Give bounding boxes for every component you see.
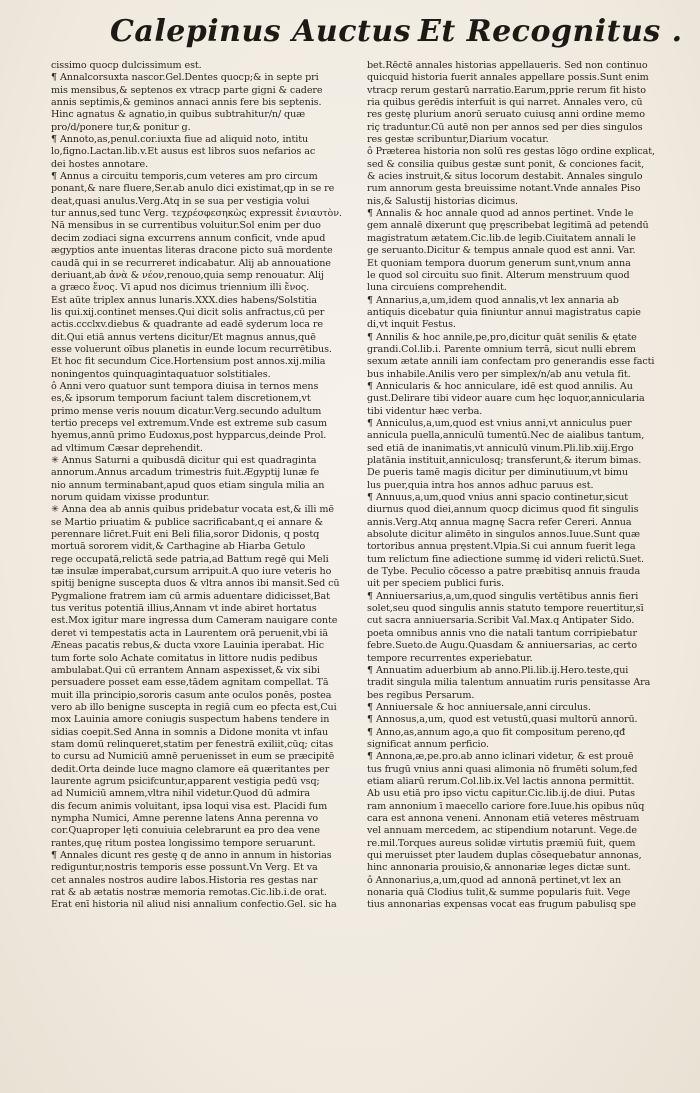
- text-line: lis qui.xij.continet menses.Qui dicit solis anfractus,cū per: [51, 306, 325, 318]
- text-line: esse voluerunt oībus planetis in eunde locum recurrētibus.: [51, 343, 332, 355]
- text-line: gust.Delirare tibi videor auare cum hęc loquor,annicularia: [367, 393, 645, 405]
- text-line: vel annuam mercedem, ac stipendium notarunt. Vege.de: [367, 825, 637, 837]
- text-line: vero ab illo benigne suscepta in regiā cum eo pfecta est,Cui: [51, 701, 337, 713]
- text-line: sexum ætate annili iam confectam pro generandis esse facti: [367, 356, 655, 368]
- text-line: & acies instruit,& situs locorum destabit. Annales singulo: [367, 171, 643, 183]
- text-line: ad Numiciū amnem,vltra nihil videtur.Quod dū admira: [51, 788, 310, 800]
- text-line: tæ insulæ imperabat,cursum arripuit.A quo iure veteris ho: [51, 566, 332, 578]
- text-line: dit.Qui etiā annus vertens dicitur/Et magnus annus,quē: [51, 331, 316, 343]
- text-line: Æneas pacatis rebus,& ducta vxore Lauinia iperabat. Hic: [51, 640, 325, 652]
- text-line: sed etiā de inanimatis,vt anniculū vinum.Pli.lib.xiij.Ergo: [367, 442, 634, 454]
- text-line: res gestæ scribuntur,Diarium vocatur.: [367, 134, 549, 146]
- text-line: est.Mox igitur mare ingressa dum Cameram nauigare conte: [51, 615, 338, 627]
- text-line: tius annonarias expensas vocat eas frugum pabulisq spe: [367, 899, 636, 911]
- text-line: ¶ Annalis & hoc annale quod ad annos pertinet. Vnde le: [367, 208, 634, 220]
- text-line: sidias coepit.Sed Anna in somnis a Didone monita vt infau: [51, 726, 329, 738]
- text-line: decim zodiaci signa excurrens annum conficit, vnde apud: [51, 232, 326, 244]
- text-column-right: [367, 60, 679, 912]
- text-line: re.mil.Torques aureus solidæ virtutis præmiū fuit, quem: [367, 837, 636, 849]
- text-line: tum relictum fine adiectione summę id videri relictū.Suet.: [367, 553, 644, 565]
- text-line: hinc annonaria prouisio,& annonariæ leges dictæ sunt.: [367, 862, 631, 874]
- text-line: annis.Verg.Atq annua magnę Sacra refer Cereri. Annua: [367, 516, 632, 528]
- running-header: [0, 14, 700, 66]
- text-line: nis,& Salustij historias dicimus.: [367, 195, 518, 207]
- text-line: antiquis dicebatur quia finiuntur annui magistratus capie: [367, 306, 641, 318]
- text-column-left: [51, 60, 363, 912]
- text-line: ¶ Annuus,a,um,quod vnius anni spacio continetur,sicut: [367, 492, 629, 504]
- text-line: absolute dicitur alimēto in singulos annos.Iuue.Sunt quæ: [367, 529, 640, 541]
- text-line: rege occupatā,relictā sede patria,ad Battum regē qui Meli: [51, 553, 329, 565]
- text-line: annicula puella,anniculū tumentū.Nec de aialibus tantum,: [367, 430, 645, 442]
- text-line: ram annonium ī maecello cariore fore.Iuue.his opibus nūq: [367, 800, 645, 812]
- text-line: cut sacra anniuersaria.Scribit Val.Max.q Antipater Sido.: [367, 615, 635, 627]
- text-line: ambulabat.Qui cū errantem Annam aspexisset,& vix sibi: [51, 664, 320, 676]
- text-line: lus puer,quia intra hos annos adhuc paruus est.: [367, 479, 594, 491]
- text-line: ¶ Annona,æ,pe.pro.ab anno iclinari videtur, & est prouē: [367, 751, 634, 763]
- text-line: rediguntur,nostris temporis esse possunt.Vn Verg. Et va: [51, 862, 318, 874]
- text-line: se Martio priuatim & publice sacrificabant,q ei annare &: [51, 516, 323, 528]
- text-line: rat & ab ætatis nostræ memoria remotas.Cic.lib.i.de orat.: [51, 887, 327, 899]
- text-line: Ab usu etiā pro ipso victu capitur.Cic.lib.ij.de diui. Putas: [367, 788, 636, 800]
- text-line: ¶ Annosus,a,um, quod est vetustū,quasi multorū annorū.: [367, 714, 638, 726]
- text-line: solet,seu quod singulis annis statuto tempore reuertitur,sī: [367, 603, 644, 615]
- text-line: Et quoniam tempora duorum generum sunt,vnum anna: [367, 257, 631, 269]
- text-line: riç traduntur.Cū autē non per annos sed per dies singulos: [367, 121, 643, 133]
- text-line: lo,figno.Lactan.lib.v.Et ausus est libros suos nefarios ac: [51, 146, 316, 158]
- text-line: dedit.Orta deinde luce magno clamore eā quæritantes per: [51, 763, 330, 775]
- text-line: ô Anni vero quatuor sunt tempora diuisa in ternos mens: [51, 380, 319, 392]
- text-line: mox Lauinia amore coniugis suspectum habens tendere in: [51, 714, 330, 726]
- text-line: luna circuiens comprehendit.: [367, 282, 507, 294]
- text-line: ✳ Anna dea ab annis quibus pridebatur vocata est,& illi mē: [51, 504, 334, 516]
- text-line: bes regibus Persarum.: [367, 689, 475, 701]
- text-line: ¶ Annoto,as,penul.cor.iuxta fiue ad aliquid noto, intitu: [51, 134, 309, 146]
- text-line: ¶ Annarius,a,um,idem quod annalis,vt lex annaria ab: [367, 294, 619, 306]
- text-line: primo mense veris nouum dicatur.Verg.secundo adultum: [51, 405, 322, 417]
- text-line: hyemus,annū primo Eudoxus,post hypparcus,deinde Prol.: [51, 430, 327, 442]
- text-line: es,& ipsorum temporum faciunt talem discretionem,vt: [51, 393, 311, 405]
- text-line: Hinc agnatus & agnatio,in quibus subtrahitur/n/ quæ: [51, 109, 306, 121]
- text-line: rum annorum gesta breuissime notant.Vnde annales Piso: [367, 183, 641, 195]
- header-title-right: Et Recognitus .: [418, 14, 683, 49]
- text-line: ô Præterea historia non solū res gestas lōgo ordine explicat,: [367, 146, 655, 158]
- text-line: spitij benigne suscepta duos & vltra annos ibi mansit.Sed cū: [51, 578, 340, 590]
- text-line: grandi.Col.lib.i. Parente omnium terrā, sicut nulli ebrem: [367, 343, 636, 355]
- text-line: di,vt inquit Festus.: [367, 319, 456, 331]
- text-line: tus veritus potentiā illius,Annam vt inde abiret hortatus: [51, 603, 317, 615]
- text-line: significat annum perficio.: [367, 738, 489, 750]
- text-line: muit illa principio,sororis casum ante oculos ponēs, postea: [51, 689, 332, 701]
- header-title-left: Calepinus Auctus: [110, 14, 412, 49]
- text-line: ¶ Annalcorsuxta nascor.Gel.Dentes quocp;& in septe pri: [51, 72, 319, 84]
- text-line: nonaria quā Clodius tulit,& summe popularis fuit. Vege: [367, 887, 631, 899]
- text-line: De pueris tamē magis dicitur per diminutiuum,vt bimu: [367, 467, 628, 479]
- text-line: tertio preceps vel extremum.Vnde est extreme sub casum: [51, 417, 327, 429]
- text-line: tur annus,sed tunc Verg. τεχρέσφεσηκὼς expressit ἐνιαυτὸν.: [51, 208, 342, 220]
- text-line: ô Annonarius,a,um,quod ad annonā pertinet,vt lex an: [367, 874, 622, 886]
- text-line: tradit singula milia talentum annuatim ruris pensitasse Ara: [367, 677, 651, 689]
- text-line: vtracp rerum gestarū narratio.Earum,pprie rerum fit histo: [367, 84, 646, 96]
- text-line: norum quidam vixisse produntur.: [51, 492, 210, 504]
- text-line: noningentos quinquagintaquatuor solstitiales.: [51, 368, 271, 380]
- text-line: cor.Quaproper lęti conuiuia celebrarunt ea pro dea vene: [51, 825, 320, 837]
- text-line: ad vltimum Cæsar deprehendit.: [51, 442, 203, 454]
- text-line: de Tybe. Peculio cōcesso a patre præbitisq annuis frauda: [367, 566, 641, 578]
- text-line: persuadere posset eam esse,tādem agnitam compellat. Tā: [51, 677, 329, 689]
- text-line: qui meruisset pter laudem duplas cōsequebatur annonas,: [367, 850, 642, 861]
- text-line: diurnus quod diei,annum quocp dicimus quod fit singulis: [367, 504, 639, 516]
- text-line: ¶ Annicularis & hoc anniculare, idē est quod annilis. Au: [367, 380, 633, 392]
- text-line: cara est annona veneni. Annonam etiā veteres mēstruam: [367, 812, 640, 824]
- text-line: cet annales nostros audire labos.Historia res gestas nar: [51, 874, 318, 886]
- text-line: Et hoc fit secundum Cice.Hortensium post annos.xij.milia: [51, 356, 326, 368]
- text-line: annis septimis,& geminos annaci annis fere bis septenis.: [51, 97, 322, 109]
- text-line: ¶ Anniculus,a,um,quod est vnius anni,vt anniculus puer: [367, 417, 632, 429]
- text-line: mortuā sororem vidit,& Carthagine ab Hiarba Getulo: [51, 541, 306, 553]
- text-line: dei hostes annotare.: [51, 158, 149, 170]
- text-line: ¶ Annuatim aduerbium ab anno.Pli.lib.ij.Hero.teste,qui: [367, 664, 629, 676]
- text-line: febre.Sueto.de Augu.Quasdam & anniuersarias, ac certo: [367, 640, 637, 652]
- text-line: deret vi tempestatis acta in Laurentem orā peruenit,vbi iā: [51, 627, 328, 639]
- text-line: ge seruanto.Dicitur & tempus annale quod est anni. Var.: [367, 245, 636, 257]
- text-line: rantes,quę ritum postea longissimo tempore seruarunt.: [51, 837, 316, 849]
- text-line: deat,quasi anulus.Verg.Atq in se sua per vestigia volui: [51, 195, 310, 207]
- text-line: annorum.Annus arcadum trimestris fuit.Ægyptij lunæ fe: [51, 467, 320, 479]
- text-line: ¶ Annales dicunt res gestę q de anno in annum in historias: [51, 850, 332, 861]
- text-line: nio annum terminabant,apud quos etiam singula milia an: [51, 479, 325, 491]
- text-line: res gestę plurium anorū seruato cuiusq anni ordine memo: [367, 109, 645, 121]
- text-line: ¶ Anniuersale & hoc anniuersale,anni circulus.: [367, 701, 591, 713]
- text-line: mis mensibus,& septenos ex vtracp parte gigni & cadere: [51, 84, 323, 96]
- text-line: poeta omnibus annis vno die natali tantum corripiebatur: [367, 627, 637, 639]
- text-line: perennare lic̄ret.Fuit eni Beli filia,soror Didonis, q postq: [51, 529, 320, 541]
- text-line: tibi videntur hæc verba.: [367, 405, 483, 417]
- text-line: bus inhabile.Anilis vero per simplex/n/ab anu vetula fit.: [367, 368, 631, 380]
- text-line: cissimo quocp dulcissimum est.: [51, 60, 202, 71]
- text-line: ægyptios ante inuentas literas dracone picto suā mordente: [51, 245, 333, 257]
- text-line: platānia instituit,anniculosq; transferunt,& iterum bimas.: [367, 455, 642, 466]
- text-line: ¶ Anniuersarius,a,um,quod singulis vertētibus annis fieri: [367, 590, 639, 602]
- text-line: bet.Rēctē annales historias appellaueris. Sed non continuo: [367, 60, 648, 71]
- text-line: ¶ Anno,as,annum ago,a quo fit compositum pereno,qđ: [367, 726, 626, 738]
- text-line: ✳ Annus Saturni a quibusdā dicitur qui est quadraginta: [51, 455, 317, 466]
- text-line: tempore recurrentes experiebatur.: [367, 652, 533, 664]
- text-line: ria quibus gerēdis interfuit is qui narret. Annales vero, cū: [367, 97, 643, 109]
- text-line: nympha Numici, Amne perenne latens Anna perenna vo: [51, 812, 319, 824]
- text-line: caudā qui in se recurreret indicabatur. Alij ab annouatione: [51, 257, 331, 269]
- text-line: Erat enī historia nil aliud nisi annalium confectio.Gel. sic ha: [51, 899, 337, 911]
- text-line: tum forte solo Achate comitatus in littore nudis pedibus: [51, 652, 318, 664]
- text-line: stam domū relinqueret,statim per fenestrā exiliit,cūq; citas: [51, 738, 334, 750]
- text-line: Est aūte triplex annus lunaris.XXX.dies habens/Solstitia: [51, 294, 317, 306]
- text-line: laurente agrum psicifcuntur,apparent vestigia pedū vsq;: [51, 775, 320, 787]
- text-line: tortoribus annua pręstent.Vlpia.Si cui annum fuerit lega: [367, 541, 636, 553]
- text-line: pro/d/ponere tur,& ponitur g.: [51, 121, 191, 133]
- text-line: ponant,& nare fluere,Ser.ab anulo dici existimat,qp in se re: [51, 183, 335, 195]
- text-line: etiam aliarū rerum.Col.lib.ix.Vel lactis annona permittit.: [367, 775, 635, 787]
- text-line: le quod sol circuitu suo finit. Alterum menstruum quod: [367, 269, 630, 281]
- text-line: actis.ccclxv.diebus & quadrante ad eadē syderum loca re: [51, 319, 323, 331]
- text-line: Nā mensibus in se currentibus voluitur.Sol enim per duo: [51, 220, 321, 232]
- text-line: magistratum ætatem.Cic.lib.de legib.Ciuitatem annali le: [367, 232, 636, 244]
- text-line: uit per speciem publici furis.: [367, 578, 505, 590]
- text-line: to cursu ad Numiciū amnē peruenisset in eum se præcipitē: [51, 751, 335, 763]
- text-line: quicquid historia fuerit annales appellare possis.Sunt enim: [367, 72, 649, 84]
- text-line: ¶ Annilis & hoc annile,pe,pro,dicitur quāt senilis & ętate: [367, 331, 637, 343]
- text-line: tus frugū vnius anni quasi alimonia nō frumēti solum,fed: [367, 763, 638, 775]
- text-line: deriuant,ab ἀνὰ & νέον,renouo,quia semp renouatur. Alij: [51, 269, 324, 281]
- text-line: dis fecum animis voluitant, ipsa loqui visa est. Placidi fum: [51, 800, 328, 812]
- text-line: gem annalē dixerunt quę pręscribebat legitimā ad petendū: [367, 220, 649, 232]
- text-line: Pygmalione fratrem iam cū armis aduentare didicisset,Bat: [51, 590, 330, 602]
- text-line: sed & consilia quibus gestæ sunt ponit, & conciones facit,: [367, 158, 645, 170]
- text-line: a græco ἔνος. Vī apud nos dicimus triennium illi ἔνος.: [51, 282, 310, 294]
- text-line: ¶ Annus a circuitu temporis,cum veteres am pro circum: [51, 171, 318, 183]
